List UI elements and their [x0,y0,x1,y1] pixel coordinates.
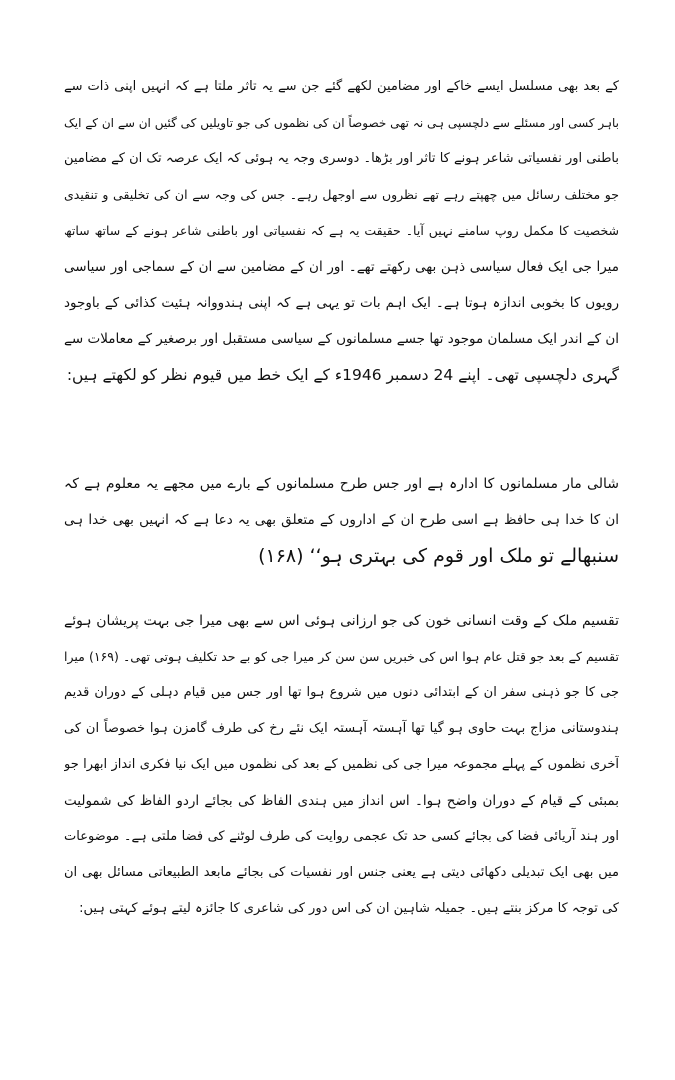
quote-line: ان کا خدا ہی حافظ ہے اسی طرح ان کے اداروں کے متعلق بھی یہ دعا ہے کہ انہیں بھی خدا ہی [64,512,619,528]
text-line: ان کے اندر ایک مسلمان موجود تھا جسے مسلمانوں کے سیاسی مستقبل اور برصغیر کے معاملات سے [64,331,619,347]
text-line: جی کا جو ذہنی سفر ان کے ابتدائی دنوں میں شروع ہوا تھا اور جس میں قیام دہلی کے دوران قدیم [64,685,619,700]
text-line: جو مختلف رسائل میں چھپتے رہے تھے نظروں سے اوجھل رہے۔ جس کی وجہ سے ان کی تخلیقی و تنقیدی [64,187,619,202]
text-line: باہر کسی اور مسئلے سے دلچسپی ہی نہ تھی خصوصاً ان کی نظموں کی جو تاویلیں کی گئیں ان سے ان کے ایک [64,116,619,130]
text-line: رویوں کا بخوبی اندازہ ہوتا ہے۔ ایک اہم بات تو یہی ہے کہ اپنی ہندووانہ ہئیت کذائی کے باوجود [64,295,619,311]
paragraph-body [64,603,619,927]
text-line: آخری نظموں کے پہلے مجموعہ میرا جی کی نظمیں کے بعد کی نظموں میں ایک نیا فکری انداز ابھرا جو [64,757,619,772]
text-line: میں بھی ایک تبدیلی دکھائی دیتی ہے یعنی جنس اور نفسیات کی بجائے مابعد الطبیعاتی مسائل بھی ان [64,865,619,880]
text-line: تقسیم ملک کے وقت انسانی خون کی جو ارزانی ہوئی اس سے بھی میرا جی بہت پریشان ہوئے [64,613,619,629]
quote-line: شالی مار مسلمانوں کا ادارہ ہے اور جس طرح مسلمانوں کے بارے میں مجھے یہ معلوم ہے کہ [64,476,619,492]
text-line: گہری دلچسپی تھی۔ اپنے 24 دسمبر 1946ء کے ایک خط میں قیوم نظر کو لکھتے ہیں: [66,366,619,384]
text-line: کی توجہ کا مرکز بنتے ہیں۔ جمیلہ شاہین ان کی اس دور کی شاعری کا جائزہ لیتے ہوئے کہتی ہیں: [79,901,619,916]
text-line: اور ہند آریائی فضا کی بجائے کسی حد تک عجمی روایت کی طرف لوٹنے کی فضا ملتی ہے۔ موضوعات [64,829,619,844]
text-line: تقسیم کے بعد جو قتل عام ہوا اس کی خبریں سن سن کر میرا جی کو بے حد تکلیف ہوتی تھی۔ (۱۶۹) میرا [64,649,619,664]
text-line: میرا جی ایک فعال سیاسی ذہن بھی رکھتے تھے۔ اور ان کے مضامین سے ان کے سماجی اور سیاسی [64,259,619,275]
text-line: ہندوستانی مزاج بہت حاوی ہو گیا تھا آہستہ آہستہ ایک نئے رخ کی طرف گامزن ہوا خصوصاً ان کی [64,721,619,736]
quote-line: سنبھالے تو ملک اور قوم کی بہتری ہو‘‘ (۱۶۸) [258,545,619,567]
text-line: شخصیت کا مکمل روپ سامنے نہیں آیا۔ حقیقت یہ ہے کہ نفسیاتی اور باطنی شاعر ہونے کے ساتھ ساتھ [64,223,619,238]
paragraph-body [64,69,619,393]
text-line: باطنی اور نفسیاتی شاعر ہونے کا تاثر اور بڑھا۔ دوسری وجہ یہ ہوئی کہ ایک عرصہ تک ان کے مضامین [64,151,619,166]
letter-quote [64,466,619,574]
text-line: بمبئی کے قیام کے دوران واضح ہوا۔ اس انداز میں ہندی الفاظ کی بجائے اردو الفاظ کی شمولیت [64,793,619,809]
text-line: کے بعد بھی مسلسل ایسے خاکے اور مضامین لکھے گئے جن سے یہ تاثر ملتا ہے کہ انہیں اپنی ذات سے [64,79,619,94]
